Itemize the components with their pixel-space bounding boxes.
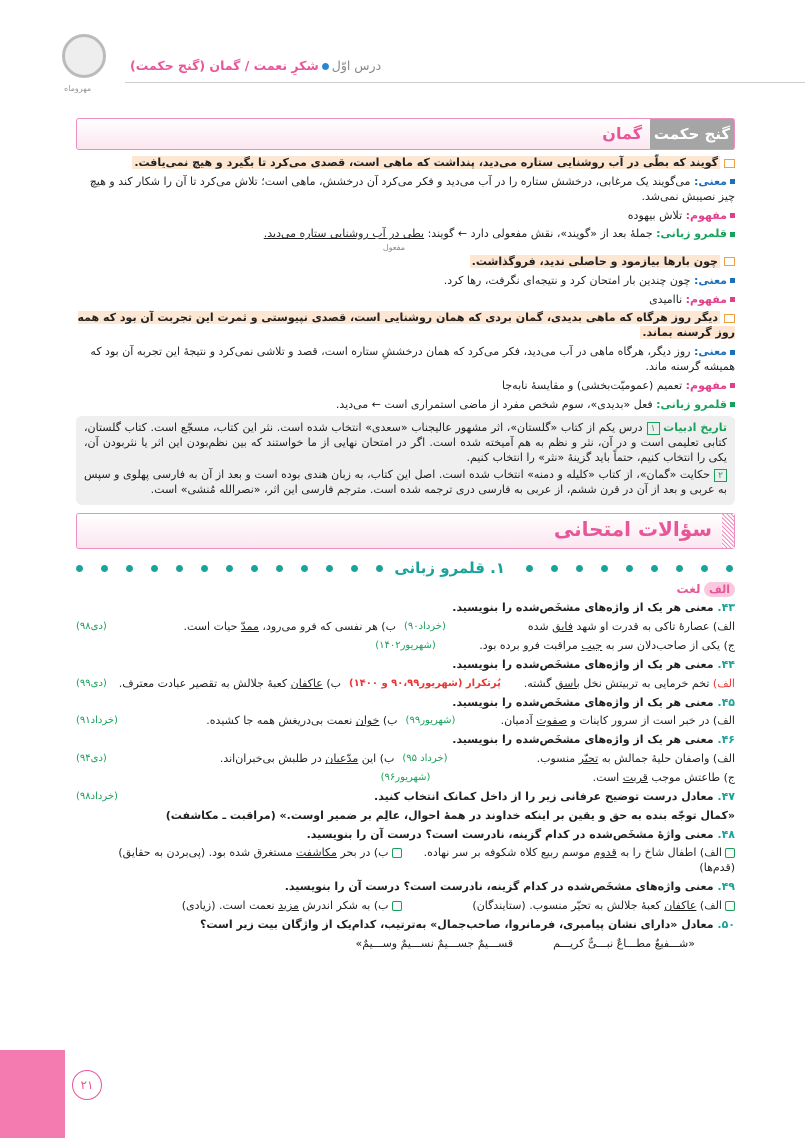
checkbox[interactable] <box>392 848 402 858</box>
question-number: ۴۹. <box>717 880 735 894</box>
key-label: معنی: <box>693 174 727 188</box>
text-span: الف) واصفان حلیهٔ جمالش به <box>598 752 735 766</box>
text-span: الف) <box>696 898 722 912</box>
underlined-word: عاکفان <box>664 898 697 912</box>
dot-icon <box>701 565 708 572</box>
text-span: مراقبت فرو برده بود. <box>479 639 582 653</box>
text-span: ب) <box>379 714 398 728</box>
option-a <box>454 620 735 635</box>
option-b[interactable] <box>76 846 402 861</box>
lang-1 <box>76 227 735 242</box>
question-50 <box>76 918 735 933</box>
exam-questions-banner <box>76 513 735 549</box>
question-text: معادل درست توضیح عرفانی زیر را از داخل کمانک انتخاب کنید. <box>374 789 714 803</box>
book-icon <box>724 314 735 323</box>
text-span: در طلبش بی‌خبران‌اند. <box>219 752 326 766</box>
question-number: ۵۰. <box>717 917 735 931</box>
subsection-badge: الف <box>704 582 735 597</box>
bullet-icon <box>322 63 329 70</box>
source-tag: (دی۹۹) <box>75 677 107 689</box>
lesson-label: درس اوّل <box>331 58 382 73</box>
dot-icon <box>676 565 683 572</box>
dot-icon <box>126 565 133 572</box>
header-divider <box>125 82 805 83</box>
underlined-word: باسق <box>554 676 580 690</box>
dot-icon <box>601 565 608 572</box>
section-heading-row <box>76 557 735 579</box>
question-45 <box>76 696 735 711</box>
source-tag: (دی۹۴) <box>76 753 107 765</box>
underlined-word: قدوم <box>593 846 617 860</box>
options-row <box>76 620 735 635</box>
text-span: منسوب. <box>536 752 579 766</box>
question-number: ۴۷. <box>717 789 735 803</box>
frequent-tag: پُرتکرار (شهریور۹۰،۹۹ و ۱۴۰۰) <box>348 677 501 689</box>
box-text: و بعد از آن در قرن ششم، از عربی به فارسی دری ترجمه شده است. مترجم فارسی این اثر، «نصرالله مُنشی» است. <box>150 482 687 496</box>
banner-title: گمان <box>602 124 642 143</box>
box-text: تعلیمی است و در آن، نثر و نظم به هم آمیخته شده است. اگر در امتحان نهایی از ما خواستند که بین نظم‌بودن این اثر یا نثربودن آن، یکی را انتخاب <box>84 436 727 465</box>
concept-text: تلاش بیهوده <box>627 208 683 222</box>
underlined-word: خوان <box>355 714 380 728</box>
question-text: معنی هر یک از واژه‌های مشخَص‌شده را بنویسید. <box>452 601 714 615</box>
option-b <box>115 620 396 635</box>
text-span: کعبهٔ جلالش به تحیّر منسوب. (ستایندگان) <box>472 898 665 912</box>
key-label: قلمرو زبانی: <box>656 227 727 241</box>
question-number: ۴۵. <box>717 695 735 709</box>
underlined-word: قربت <box>622 771 648 785</box>
dot-icon <box>651 565 658 572</box>
source-tag: (دی۹۸) <box>75 621 107 633</box>
dot-icon <box>251 565 258 572</box>
meaning-3 <box>76 345 735 375</box>
checkbox[interactable] <box>392 901 402 911</box>
question-47 <box>76 790 735 805</box>
underlined-word: ممدّ <box>240 620 259 634</box>
dot-icon <box>226 565 233 572</box>
concept-text: ناامیدی <box>649 292 683 306</box>
question-49 <box>76 880 735 895</box>
main-content <box>76 156 735 951</box>
meaning-text: چون چندین بار امتحان کرد و نتیجه‌ای نگرفت، رها کرد. <box>443 273 691 287</box>
item-number: ۲ <box>714 469 727 482</box>
box-line <box>84 468 727 498</box>
text-span: تخم خرمایی به تربیتش نخل <box>579 676 713 690</box>
key-label: مفهوم: <box>685 208 727 222</box>
text-span <box>126 790 735 805</box>
quote-text: «کمال توجّه بنده به حق و یقین بر اینکه خداوند در همهٔ احوال، عالِم بر ضمیر اوست.» (مراقبت ـ مکاشفت) <box>165 808 735 822</box>
checkbox[interactable] <box>725 848 735 858</box>
text-span: است. <box>592 771 623 785</box>
question-text: معنی واژهٔ مشخَص‌شده در کدام گزینه، نادرست است؟ درست آن را بنویسید. <box>306 827 714 841</box>
option-b <box>115 752 395 767</box>
key-label: مفهوم: <box>685 378 727 392</box>
section-title: ۱. قلمرو زبانی <box>384 557 515 579</box>
passage-text: چون بارها بیازمود و حاصلی ندید، فروگذاشت. <box>471 254 718 268</box>
dot-icon <box>551 565 558 572</box>
text-span: نعمت است. (زیادی) <box>181 898 279 912</box>
bullet-icon <box>730 179 735 184</box>
text-span: نعمت بی‌دریغش همه جا کشیده. <box>206 714 356 728</box>
running-header <box>130 58 381 73</box>
underlined-word: مدّعیان <box>325 752 359 766</box>
text-span: مستغرق شده بود. (پی‌بردن به حقایق) <box>118 846 296 860</box>
bullet-icon <box>730 402 735 407</box>
dot-icon <box>101 565 108 572</box>
text-span: حیات است. <box>183 620 241 634</box>
options-row <box>76 752 735 767</box>
book-icon <box>724 159 735 168</box>
text-span: کعبهٔ جلالش به تقصیر عبادت معترف. <box>118 676 291 690</box>
underlined-word: مکاشفت <box>296 846 337 860</box>
dot-icon <box>726 565 733 572</box>
dot-icon <box>276 565 283 572</box>
question-43 <box>76 601 735 616</box>
dot-icon <box>176 565 183 572</box>
verse <box>76 937 735 952</box>
dot-icon <box>576 565 583 572</box>
lang-text: فعل «بدیدی»، سوم شخص مفرد از ماضی استمراری است ← می‌دید. <box>335 397 653 411</box>
bullet-icon <box>730 232 735 237</box>
text-span: ب) به شکر اندرش <box>298 898 389 912</box>
text-span: گشته. <box>523 676 555 690</box>
text-span: الف) اطفال شاخ را به <box>616 846 722 860</box>
question-text: معنی هر یک از واژه‌های مشخَص‌شده را بنویسید. <box>452 733 714 747</box>
bullet-icon <box>730 383 735 388</box>
underlined-word: صفوت <box>536 714 568 728</box>
lang-text: جملهٔ بعد از «گویند»، نقش مفعولی دارد ← گویند: <box>424 227 653 241</box>
subsection-title <box>76 581 735 598</box>
key-label: معنی: <box>693 345 727 359</box>
options-row <box>76 846 735 876</box>
options-row <box>76 677 735 692</box>
dot-icon <box>326 565 333 572</box>
dot-icon <box>151 565 158 572</box>
passage-text: گویند که بطّی در آب روشنایی ستاره می‌دید، پنداشت که ماهی است، قصدی می‌کرد تا بگیرد و هیچ نمی‌یافت. <box>134 156 718 169</box>
underlined-word: مزید <box>278 898 299 912</box>
text-span: الف) <box>712 676 735 690</box>
source-tag: (شهریور۹۶) <box>380 772 431 784</box>
text-span: ج) طاعتش موجب <box>647 771 735 785</box>
text-span: الف) در خبر است از سرور کاینات و <box>567 714 735 728</box>
option-a <box>455 752 735 767</box>
option-b[interactable] <box>76 899 402 914</box>
hatch-decoration <box>722 514 734 548</box>
passage-line-1 <box>76 156 735 171</box>
grammar-note: مفعول <box>382 243 405 253</box>
banner-title: سؤالات امتحانی <box>553 516 712 541</box>
options-row <box>76 771 735 786</box>
text-span: شده <box>527 620 553 634</box>
source-tag: (خرداد۹۸) <box>76 790 118 802</box>
passage-text: دیگر روز هرگاه که ماهی بدیدی، گمان بردی که همان روشنایی است، قصدی نپیوستی و ثمرت این تجربت آن بود که همه روز گرسنه بماند. <box>77 311 735 340</box>
option-a[interactable] <box>410 899 736 914</box>
question-number: ۴۶. <box>717 733 735 747</box>
question-48 <box>76 828 735 843</box>
underlined-word: تحیّر <box>578 752 599 766</box>
option-a[interactable] <box>410 846 736 876</box>
question-text: معنی واژه‌های مشخَص‌شده در کدام گزینه، نادرست است؟ درست آن را بنویسید. <box>284 880 714 894</box>
subsection-label: لغت <box>676 581 701 596</box>
text-span: آدمیان. <box>500 714 537 728</box>
option-c <box>444 639 735 654</box>
box-text: حکایت «گمان»، از کتاب «کلیله و دمنه» انتخاب شده است. اصل این کتاب، به زبان هندی بوده است و بعد از آن به فارسی پهلوی و سپس به عربی <box>84 467 727 496</box>
side-color-tab <box>0 1050 65 1138</box>
concept-1 <box>76 209 735 224</box>
question-text: معنی هر یک از واژه‌های مشخَص‌شده را بنویسید. <box>452 657 714 671</box>
source-tag: (خرداد ۹۵) <box>402 753 448 765</box>
underlined-word: عاکفان <box>290 676 323 690</box>
key-label: مفهوم: <box>685 292 727 306</box>
meaning-2 <box>76 274 735 289</box>
box-text: کنیم، حتماً باید گزینهٔ «نثر» را انتخاب کنیم. <box>466 451 660 465</box>
banner-label: گنج حکمت <box>650 119 734 149</box>
book-icon <box>724 257 735 266</box>
meaning-1 <box>76 175 735 205</box>
passage-line-2 <box>76 255 735 270</box>
page-number: ۲۱ <box>72 1070 102 1100</box>
box-title: تاریخ ادبیات <box>663 421 727 435</box>
option-b <box>126 714 398 729</box>
publisher-logo <box>62 34 106 78</box>
box-line <box>84 421 727 466</box>
underlined-word: جیب <box>581 639 603 653</box>
question-text: معنی هر یک از واژه‌های مشخَص‌شده را بنویسید. <box>452 695 714 709</box>
lesson-title: شکرِ نعمت / گمان (گنج حکمت) <box>130 58 319 73</box>
source-tag: (خرداد۹۱) <box>75 715 118 727</box>
checkbox[interactable] <box>725 901 735 911</box>
source-tag: (شهریور۱۴۰۲) <box>375 640 436 652</box>
bullet-icon <box>730 350 735 355</box>
question-text: معادل «دارای نشان پیامبری، فرمانروا، صاحب‌جمال» به‌ترتیب، کدام‌یک از واژگان بیت زیر است؟ <box>200 917 714 931</box>
question-number: ۴۳. <box>717 601 735 615</box>
concept-2 <box>76 293 735 308</box>
concept-3 <box>76 379 735 394</box>
source-tag: (خرداد۹۰) <box>403 621 446 633</box>
item-number: ۱ <box>647 422 660 435</box>
dot-icon <box>526 565 533 572</box>
key-label: معنی: <box>693 273 727 287</box>
meaning-text: می‌گویند یک مرغابی، درخشش ستاره را در آب می‌دید و فکر می‌کرد آن درخشش، ماهی است؛ تلاش می‌کرد تا آن را شکار کند و هیچ چیز نصیبش نمی‌شد. <box>89 174 735 203</box>
question-46 <box>76 733 735 748</box>
option-a <box>509 677 735 692</box>
dot-icon <box>201 565 208 572</box>
lang-3 <box>76 398 735 413</box>
dot-icon <box>76 565 83 572</box>
passage-line-3 <box>76 311 735 341</box>
section-banner <box>76 118 735 150</box>
option-b <box>115 677 341 692</box>
bullet-icon <box>730 297 735 302</box>
concept-text: تعمیم (عمومیّت‌بخشی) و مقایسهٔ نابه‌جا <box>502 378 683 392</box>
question-44 <box>76 658 735 673</box>
options-row <box>76 714 735 729</box>
text-span: ب) <box>322 676 341 690</box>
dot-icon <box>301 565 308 572</box>
text-span: ب) در بحر <box>336 846 389 860</box>
question-number: ۴۸. <box>717 827 735 841</box>
bullet-icon <box>730 278 735 283</box>
verse-hemistich-2: قســـیمٌ جســـیمٌ نســـیمٌ وســـیمٌ» <box>355 936 514 950</box>
meaning-text: روز دیگر، هرگاه ماهی در آب می‌دید، فکر می‌کرد که همان درخششِ ستاره است، قصد و تلاشی نمی‌کرد و نتیجهٔ این تجربه آن بود که همیشه گرسنه ماند. <box>90 345 735 373</box>
source-tag: (شهریور۹۹) <box>405 715 456 727</box>
options-row <box>76 639 735 654</box>
key-label: قلمرو زبانی: <box>656 397 727 411</box>
text-span: ب) این <box>358 752 395 766</box>
logo-text: مهروماه <box>64 84 92 93</box>
box-text: درس یکم از کتاب «گلستان»، اثر مشهور عالیجناب «سعدی» انتخاب شده است. نثر این کتاب، مسجّع است. کتاب گلستان، کتابی <box>84 421 727 450</box>
options-row <box>76 899 735 914</box>
dot-icon <box>626 565 633 572</box>
question-number: ۴۴. <box>717 657 735 671</box>
dot-icon <box>351 565 358 572</box>
bullet-icon <box>730 213 735 218</box>
literary-history-box <box>76 416 735 504</box>
option-a <box>463 714 735 729</box>
verse-hemistich-1: «شـــفیعٌ مطـــاعٌ نبـــیٌّ کریـــم <box>553 936 695 950</box>
dot-icon <box>376 565 383 572</box>
text-span: الف) عصارهٔ تاکی به قدرت او شهد <box>573 620 735 634</box>
underlined-text: بطی در آب روشنایی ستاره می‌دید. <box>263 227 425 241</box>
text-span: ب) هر نفسی که فرو می‌رود، <box>258 620 396 634</box>
text-span: موسم ربیع کلاه شکوفه بر سر نهاده. (قدم‌ها) <box>423 846 735 875</box>
text-span: ج) یکی از صاحب‌دلان سر به <box>602 639 735 653</box>
underlined-word: فایق <box>552 620 573 634</box>
option-c <box>438 771 735 786</box>
